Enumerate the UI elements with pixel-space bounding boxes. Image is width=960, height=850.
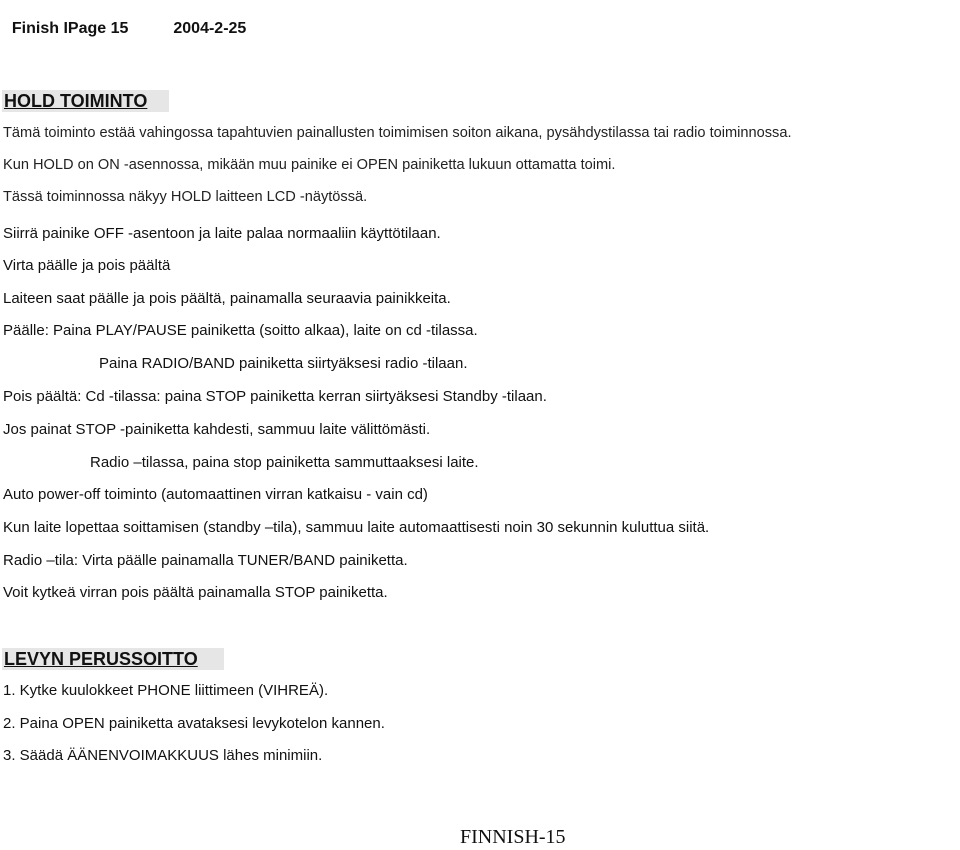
header-date: 2004-2-25 (173, 20, 247, 37)
page-header (3, 2, 246, 38)
paragraph-line: Virta päälle ja pois päältä (3, 257, 171, 274)
section-heading-hold: HOLD TOIMINTO (2, 90, 169, 112)
paragraph-line: Jos painat STOP -painiketta kahdesti, sammuu laite välittömästi. (3, 421, 431, 438)
paragraph-line: Paina RADIO/BAND painiketta siirtyäksesi radio -tilaan. (99, 355, 468, 372)
list-item: 1. Kytke kuulokkeet PHONE liittimeen (VIHREÄ). (3, 682, 329, 699)
paragraph-line: Voit kytkeä virran pois päältä painamalla STOP painiketta. (3, 584, 388, 601)
header-title: Finish IPage 15 (11, 20, 129, 37)
paragraph-line: Päälle: Paina PLAY/PAUSE painiketta (soitto alkaa), laite on cd -tilassa. (3, 322, 478, 339)
paragraph-line: Auto power-off toiminto (automaattinen virran katkaisu - vain cd) (3, 486, 428, 503)
paragraph-line: Kun laite lopettaa soittamisen (standby –tila), sammuu laite automaattisesti noin 30 sekunnin kuluttua siitä. (3, 519, 710, 536)
page-footer: FINNISH-15 (460, 826, 566, 848)
paragraph-line: Tässä toiminnossa näkyy HOLD laitteen LCD -näytössä. (3, 189, 368, 205)
paragraph-line: Pois päältä: Cd -tilassa: paina STOP painiketta kerran siirtyäksesi Standby -tilaan. (3, 388, 547, 405)
paragraph-line: Kun HOLD on ON -asennossa, mikään muu painike ei OPEN painiketta lukuun ottamatta toimi. (3, 157, 616, 173)
paragraph-line: Tämä toiminto estää vahingossa tapahtuvien painallusten toimimisen soiton aikana, pysähdystilassa tai radio toiminnossa. (3, 125, 792, 141)
paragraph-line: Radio –tilassa, paina stop painiketta sammuttaaksesi laite. (90, 454, 479, 471)
list-item: 3. Säädä ÄÄNENVOIMAKKUUS lähes minimiin. (3, 747, 323, 764)
list-item: 2. Paina OPEN painiketta avataksesi levykotelon kannen. (3, 715, 385, 732)
paragraph-line: Siirrä painike OFF -asentoon ja laite palaa normaaliin käyttötilaan. (3, 225, 441, 242)
paragraph-line: Laiteen saat päälle ja pois päältä, painamalla seuraavia painikkeita. (3, 290, 451, 307)
paragraph-line: Radio –tila: Virta päälle painamalla TUNER/BAND painiketta. (3, 552, 408, 569)
section-heading-playback: LEVYN PERUSSOITTO (2, 648, 224, 670)
